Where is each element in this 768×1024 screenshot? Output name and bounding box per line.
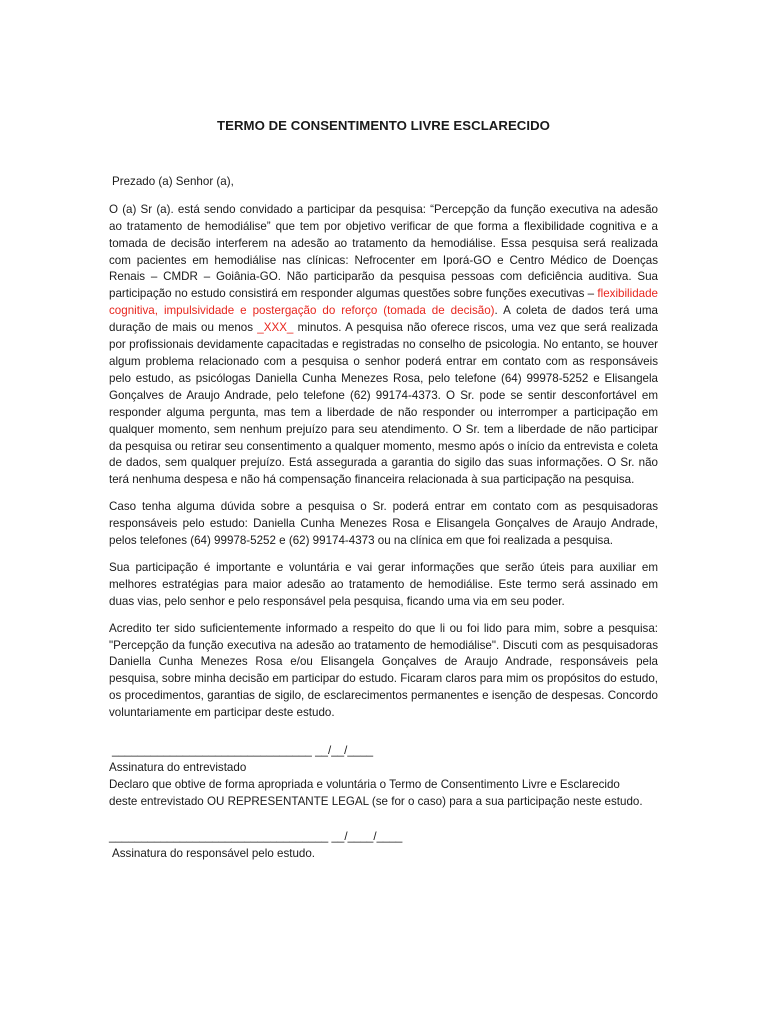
interviewee-signature-label: Assinatura do entrevistado [109,761,247,774]
declaration-line-2: deste entrevistado OU REPRESENTANTE LEGAL (se for o caso) para a sua participação neste estudo. [109,794,643,808]
document-body [109,118,658,863]
paragraph-participation: Sua participação é importante e voluntária e vai gerar informações que serão úteis para auxiliar em melhores estratégias para maior adesão ao tratamento de hemodiálise. Este termo será assinado em duas vias, pelo senhor e pelo responsável pela pesquisa, ficando uma via em seu poder. [109,560,658,608]
responsible-signature-line: __________________________________ __/____/____ [109,829,403,843]
paragraph1-text-b: . A coleta de dados terá uma duração de mais ou menos [109,304,658,335]
declaration-line-1: Declaro que obtive de forma apropriada e voluntária o Termo de Consentimento Livre e Esclarecido [109,777,620,791]
paragraph-study-description [109,202,658,489]
interviewee-signature-line: _______________________________ __/__/____ [112,744,374,758]
duration-placeholder: _XXX_ [257,321,294,335]
paragraph1-text-c: minutos. A pesquisa não oferece riscos, uma vez que será realizada por profissionais devidamente capacitadas e registradas no conselho de psicologia. No entanto, se houver algum problema relacionado com a pesquisa o senhor poderá entrar em contato com as responsáveis pelo estudo, as psicólogas Daniella Cunha Menezes Rosa, pelo telefone (64) 99978-5252 e Elisangela Gonçalves de Araujo Andrade, pelo telefone (62) 99174-4373. O Sr. pode se sentir desconfortável em responder alguma pergunta, mas tem a liberdade de não responder ou interromper a participação em qualquer momento, sem nenhum prejuízo para seu atendimento. O Sr. tem a liberdade de não participar da pesquisa ou retirar seu consentimento a qualquer momento, mesmo após o início da entrevista e coleta de dados, sem qualquer prejuízo. Está assegurada a garantia do sigilo das suas informações. O Sr. não terá nenhuma despesa e não há compensação financeira relacionada à sua participação na pesquisa. [109,321,658,487]
paragraph-contact: Caso tenha alguma dúvida sobre a pesquisa o Sr. poderá entrar em contato com as pesquisadoras responsáveis pelo estudo: Daniella Cunha Menezes Rosa e Elisangela Gonçalves de Araujo Andrade, pelos telefones (64) 99978-5252 e (62) 99174-4373 ou na clínica em que foi realizada a pesquisa. [109,500,658,548]
responsible-signature-label: Assinatura do responsável pelo estudo. [112,846,316,860]
paragraph1-text-a: O (a) Sr (a). está sendo convidado a participar da pesquisa: “Percepção da função executiva na adesão ao tratamento de hemodiálise” que tem por objetivo verificar de que forma a flexibilidade cognitiva e a tomada de decisão interferem na adesão ao tratamento da hemodiálise. Essa pesquisa será realizada com pacientes em hemodiálise nas clínicas: Nefrocenter em Iporá-GO e Centro Médico de Doenças Renais – CMDR – Goiânia-GO. Não participarão da pesquisa pessoas com deficiência auditiva. Sua participação no estudo consistirá em responder algumas questões sobre funções executivas – [109,202,658,301]
paragraph-consent: Acredito ter sido suficientemente informado a respeito do que li ou foi lido para mim, sobre a pesquisa: "Percepção da função executiva na adesão ao tratamento de hemodiálise". Discuti com as pesquisadoras Daniella Cunha Menezes Rosa e/ou Elisangela Gonçalves de Araujo Andrade, responsáveis pela pesquisa, sobre minha decisão em participar do estudo. Ficaram claros para mim os propósitos do estudo, os procedimentos, garantias de sigilo, de esclarecimentos permanentes e isenção de despesas. Concordo voluntariamente em participar deste estudo. [109,621,658,720]
document-title: TERMO DE CONSENTIMENTO LIVRE ESCLARECIDO [217,118,550,133]
highlighted-functions-text: flexibilidade cognitiva, impulsividade e postergação do reforço (tomada de decisão) [109,287,658,318]
greeting: Prezado (a) Senhor (a), [112,174,234,188]
